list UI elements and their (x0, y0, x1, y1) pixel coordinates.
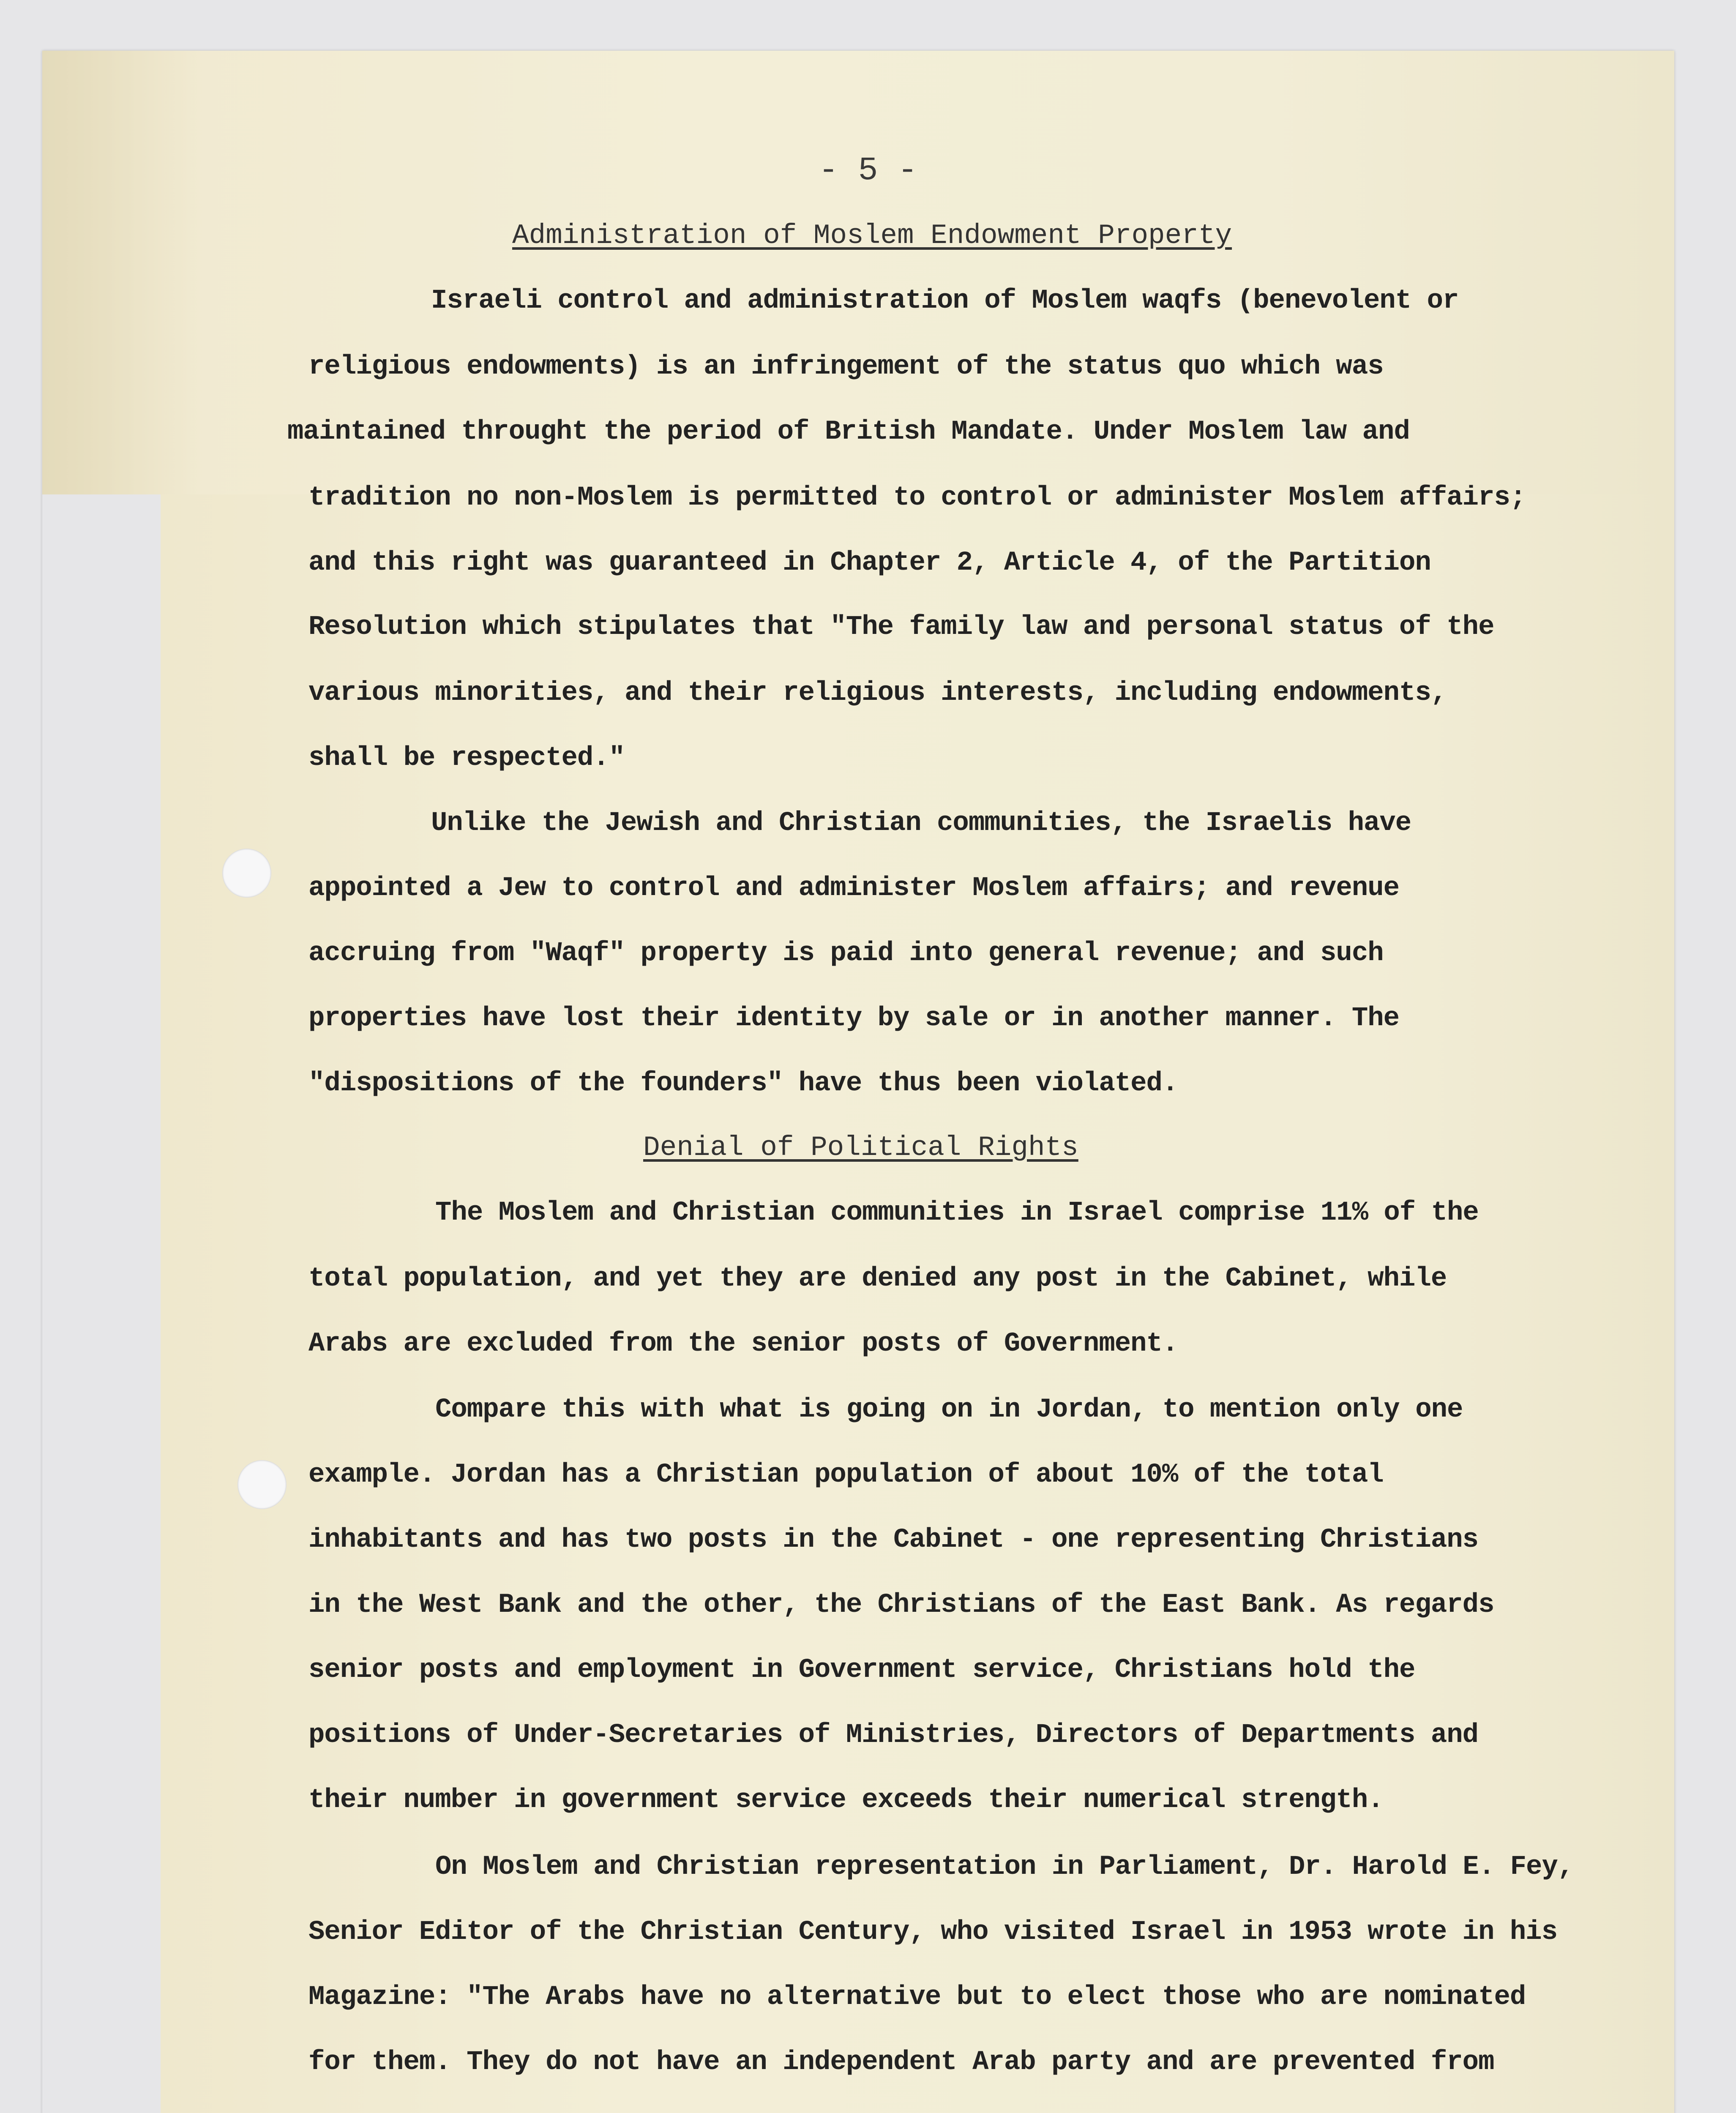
paragraph-line: various minorities, and their religious interests, including endowments, (308, 678, 1447, 708)
paragraph-line: Compare this with what is going on in Jordan, to mention only one (435, 1395, 1463, 1425)
paragraph-line: for them. They do not have an independent Arab party and are prevented from (308, 2047, 1494, 2078)
paragraph-line: religious endowments) is an infringement of the status quo which was (308, 352, 1384, 382)
page-number: - 5 - (818, 152, 918, 189)
paragraph-line: appointed a Jew to control and administer Moslem affairs; and revenue (308, 873, 1400, 904)
paragraph-line: maintained throught the period of British Mandate. Under Moslem law and (287, 417, 1410, 447)
paragraph-line: shall be respected." (308, 743, 625, 773)
paragraph-line: Unlike the Jewish and Christian communities, the Israelis have (431, 808, 1411, 838)
paragraph-line: total population, and yet they are denied any post in the Cabinet, while (308, 1264, 1447, 1294)
section-heading-political-rights: Denial of Political Rights (643, 1132, 1078, 1163)
section-heading-endowment: Administration of Moslem Endowment Property (512, 220, 1232, 251)
paragraph-line: Resolution which stipulates that "The family law and personal status of the (308, 612, 1494, 642)
paragraph-line: senior posts and employment in Government service, Christians hold the (308, 1655, 1415, 1685)
paragraph-line: inhabitants and has two posts in the Cabinet - one representing Christians (308, 1525, 1479, 1555)
paragraph-line: in the West Bank and the other, the Christians of the East Bank. As regards (308, 1590, 1494, 1620)
paragraph-line: Magazine: "The Arabs have no alternative but to elect those who are nominated (308, 1982, 1526, 2012)
paragraph-line: Arabs are excluded from the senior posts of Government. (308, 1329, 1178, 1359)
paragraph-line: The Moslem and Christian communities in Israel comprise 11% of the (435, 1198, 1479, 1228)
paper-cut-edge (42, 494, 161, 2113)
paragraph-line: accruing from "Waqf" property is paid into general revenue; and such (308, 938, 1384, 969)
paper-edge-stain (42, 51, 203, 494)
paragraph-line: On Moslem and Christian representation in Parliament, Dr. Harold E. Fey, (435, 1852, 1574, 1882)
paragraph-line: Senior Editor of the Christian Century, who visited Israel in 1953 wrote in his (308, 1917, 1558, 1947)
paragraph-line: example. Jordan has a Christian population of about 10% of the total (308, 1460, 1384, 1490)
paragraph-line: and this right was guaranteed in Chapter 2, Article 4, of the Partition (308, 548, 1431, 578)
paragraph-line: their number in government service exceeds their numerical strength. (308, 1785, 1384, 1815)
punch-hole-bottom (237, 1460, 287, 1509)
paragraph-line: properties have lost their identity by sale or in another manner. The (308, 1003, 1400, 1034)
punch-hole-top (222, 849, 271, 898)
paragraph-line: Israeli control and administration of Moslem waqfs (benevolent or (431, 286, 1459, 316)
paragraph-line: positions of Under-Secretaries of Ministries, Directors of Departments and (308, 1720, 1479, 1750)
paragraph-line: "dispositions of the founders" have thus been violated. (308, 1068, 1178, 1099)
paragraph-line: tradition no non-Moslem is permitted to control or administer Moslem affairs; (308, 483, 1526, 513)
